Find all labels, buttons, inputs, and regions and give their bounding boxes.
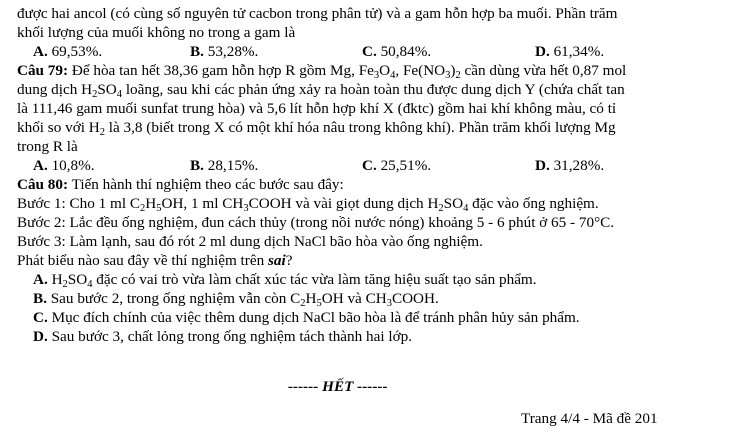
q79-option-c: C. 25,51%. <box>362 157 432 174</box>
q78-text-line-2: khối lượng của muối không no trong a gam là <box>17 24 296 41</box>
q78-option-b: B. 53,28%. <box>190 43 259 60</box>
q79-option-b: B. 28,15%. <box>190 157 259 174</box>
q80-option-c: C. Mục đích chính của việc thêm dung dịch NaCl bão hòa là để tránh phân hủy sản phẩm. <box>33 309 580 326</box>
q79-options <box>17 156 742 175</box>
q79-text-line-4: khối so với $H_2$ là 3,8 (biết trong X có một khí hóa nâu trong không khí). Phần trăm khối lượng Mg <box>17 119 616 138</box>
q80-label: Câu 80: <box>17 176 69 193</box>
q79-text-line-2: dung dịch $H_2SO_4$ loãng, sau khi các phản ứng xảy ra hoàn toàn thu được dung dịch Y (chứa chất tan <box>17 81 625 100</box>
q80-step-1: Bước 1: Cho 1 ml $C_2H_5OH$, 1 ml $CH_3COOH$ và vài giọt dung dịch $H_2SO_4$ đặc vào ống nghiệm. <box>17 195 599 214</box>
q79-option-d: D. 31,28%. <box>535 157 605 174</box>
q78-text-line-1: được hai ancol (có cùng số nguyên tử cacbon trong phân tử) và a gam hỗn hợp ba muối. Phần trăm <box>17 5 618 22</box>
q78-option-d: D. 61,34%. <box>535 43 605 60</box>
q80-option-a: A. $H_2SO_4$ đặc có vai trò vừa làm chất xúc tác vừa làm tăng hiệu suất tạo sản phẩm. <box>33 271 537 290</box>
q80-intro: Câu 80: Tiến hành thí nghiệm theo các bước sau đây: <box>17 176 344 193</box>
q79-label: Câu 79: <box>17 62 69 79</box>
q78-option-a: A. 69,53%. <box>33 43 103 60</box>
q79-text-line-3: là 111,46 gam muối sunfat trung hòa) và 5,6 lít hỗn hợp khí X (đktc) gồm hai khí không màu, có tỉ <box>17 100 617 117</box>
q79-option-a: A. 10,8%. <box>33 157 95 174</box>
q80-step-3: Bước 3: Làm lạnh, sau đó rót 2 ml dung dịch NaCl bão hòa vào ống nghiệm. <box>17 233 483 250</box>
page-footer: Trang 4/4 - Mã đề 201 <box>521 410 658 427</box>
q80-option-d: D. Sau bước 3, chất lỏng trong ống nghiệm tách thành hai lớp. <box>33 328 413 345</box>
q79-text-line-5: trong R là <box>17 138 78 155</box>
q80-question: Phát biểu nào sau đây về thí nghiệm trên sai? <box>17 252 293 269</box>
q78-option-c: C. 50,84%. <box>362 43 432 60</box>
q79-text-line-1: Câu 79: Để hòa tan hết 38,36 gam hỗn hợp R gồm Mg, $Fe_3O_4$, $Fe(NO_3)_2$ cần dùng vừa hết 0,87 mol <box>17 62 627 81</box>
q78-options <box>17 42 742 61</box>
end-mark: ------ HẾT ------ <box>288 378 388 395</box>
q80-step-2: Bước 2: Lắc đều ống nghiệm, đun cách thủy (trong nồi nước nóng) khoảng 5 - 6 phút ở 65 - 70°C. <box>17 214 615 231</box>
emphasis-sai: sai <box>267 252 286 269</box>
q80-option-b: B. Sau bước 2, trong ống nghiệm vẫn còn $C_2H_5OH$ và $CH_3COOH$. <box>33 290 439 309</box>
